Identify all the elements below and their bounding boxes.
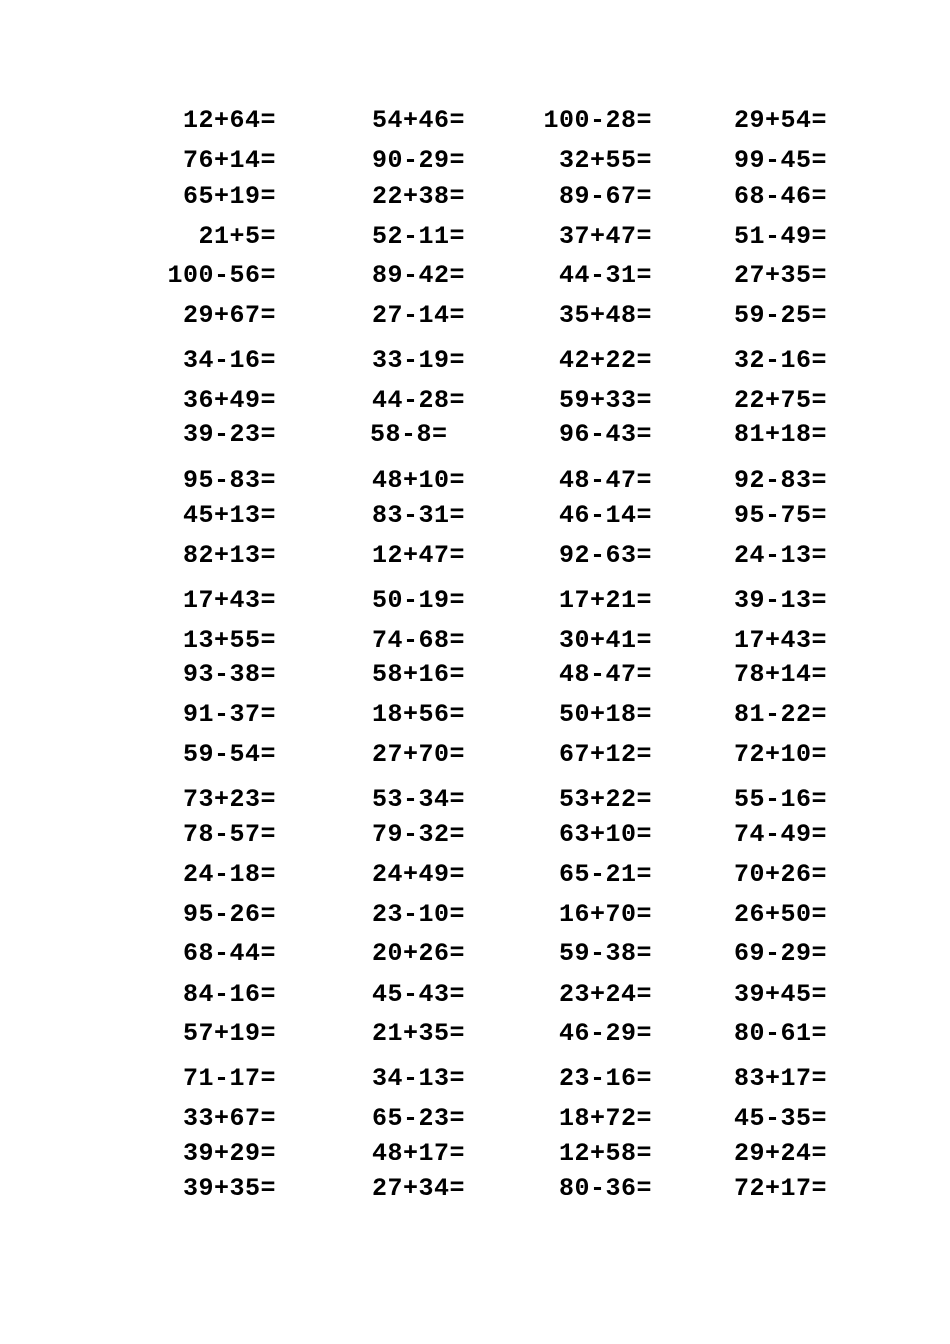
arithmetic-problem: 37+47= [558,222,652,251]
arithmetic-problem: 36+49= [182,386,276,415]
arithmetic-problem: 71-17= [182,1064,276,1093]
arithmetic-problem: 29+24= [733,1139,827,1168]
arithmetic-problem: 83+17= [733,1064,827,1093]
arithmetic-problem: 80-61= [733,1019,827,1048]
arithmetic-problem: 54+46= [371,106,465,135]
arithmetic-problem: 29+54= [733,106,827,135]
arithmetic-problem: 22+75= [733,386,827,415]
arithmetic-problem: 50-19= [371,586,465,615]
arithmetic-problem: 95-75= [733,501,827,530]
arithmetic-problem: 23-10= [371,900,465,929]
arithmetic-problem: 32-16= [733,346,827,375]
arithmetic-problem: 81-22= [733,700,827,729]
arithmetic-problem: 23-16= [558,1064,652,1093]
arithmetic-problem: 63+10= [558,820,652,849]
arithmetic-problem: 17+21= [558,586,652,615]
arithmetic-problem: 89-42= [371,261,465,290]
arithmetic-problem: 46-29= [558,1019,652,1048]
arithmetic-problem: 68-46= [733,182,827,211]
arithmetic-problem: 82+13= [182,541,276,570]
arithmetic-problem: 72+10= [733,740,827,769]
arithmetic-problem: 39+29= [182,1139,276,1168]
arithmetic-problem: 57+19= [182,1019,276,1048]
arithmetic-problem: 17+43= [733,626,827,655]
arithmetic-problem: 53-34= [371,785,465,814]
arithmetic-problem: 73+23= [182,785,276,814]
arithmetic-problem: 81+18= [733,420,827,449]
arithmetic-problem: 51-49= [733,222,827,251]
arithmetic-problem: 24-18= [182,860,276,889]
arithmetic-problem: 58-8= [370,420,448,449]
arithmetic-problem: 18+56= [371,700,465,729]
arithmetic-problem: 33+67= [182,1104,276,1133]
arithmetic-problem: 21+35= [371,1019,465,1048]
arithmetic-problem: 59-54= [182,740,276,769]
arithmetic-problem: 59+33= [558,386,652,415]
arithmetic-problem: 44-31= [558,261,652,290]
arithmetic-problem: 12+58= [558,1139,652,1168]
arithmetic-problem: 48+17= [371,1139,465,1168]
arithmetic-problem: 83-31= [371,501,465,530]
arithmetic-problem: 100-56= [167,261,276,290]
arithmetic-problem: 16+70= [558,900,652,929]
arithmetic-problem: 58+16= [371,660,465,689]
arithmetic-problem: 79-32= [371,820,465,849]
arithmetic-problem: 45-43= [371,980,465,1009]
arithmetic-problem: 53+22= [558,785,652,814]
arithmetic-problem: 59-25= [733,301,827,330]
arithmetic-problem: 69-29= [733,939,827,968]
arithmetic-problem: 80-36= [558,1174,652,1203]
arithmetic-problem: 96-43= [558,420,652,449]
arithmetic-problem: 20+26= [371,939,465,968]
arithmetic-problem: 12+64= [182,106,276,135]
arithmetic-problem: 34-13= [371,1064,465,1093]
arithmetic-problem: 18+72= [558,1104,652,1133]
arithmetic-problem: 24-13= [733,541,827,570]
arithmetic-problem: 30+41= [558,626,652,655]
arithmetic-problem: 65-21= [558,860,652,889]
arithmetic-problem: 22+38= [371,182,465,211]
arithmetic-problem: 27-14= [371,301,465,330]
arithmetic-problem: 74-49= [733,820,827,849]
arithmetic-problem: 90-29= [371,146,465,175]
arithmetic-problem: 45+13= [182,501,276,530]
arithmetic-problem: 84-16= [182,980,276,1009]
arithmetic-problem: 68-44= [182,939,276,968]
arithmetic-problem: 95-26= [182,900,276,929]
arithmetic-problem: 39+35= [182,1174,276,1203]
arithmetic-problem: 74-68= [371,626,465,655]
arithmetic-problem: 55-16= [733,785,827,814]
arithmetic-problem: 100-28= [543,106,652,135]
arithmetic-problem: 44-28= [371,386,465,415]
arithmetic-problem: 17+43= [182,586,276,615]
arithmetic-problem: 39-23= [182,420,276,449]
arithmetic-problem: 45-35= [733,1104,827,1133]
arithmetic-problem: 65+19= [182,182,276,211]
arithmetic-problem: 59-38= [558,939,652,968]
arithmetic-problem: 92-63= [558,541,652,570]
arithmetic-problem: 99-45= [733,146,827,175]
arithmetic-problem: 33-19= [371,346,465,375]
arithmetic-problem: 39-13= [733,586,827,615]
arithmetic-problem: 29+67= [182,301,276,330]
arithmetic-problem: 26+50= [733,900,827,929]
arithmetic-problem: 39+45= [733,980,827,1009]
arithmetic-problem: 95-83= [182,466,276,495]
arithmetic-problem: 13+55= [182,626,276,655]
arithmetic-problem: 92-83= [733,466,827,495]
arithmetic-problem: 89-67= [558,182,652,211]
arithmetic-problem: 23+24= [558,980,652,1009]
arithmetic-problem: 27+34= [371,1174,465,1203]
arithmetic-problem: 34-16= [182,346,276,375]
arithmetic-problem: 93-38= [182,660,276,689]
arithmetic-problem: 67+12= [558,740,652,769]
arithmetic-problem: 27+35= [733,261,827,290]
arithmetic-problem: 48-47= [558,660,652,689]
arithmetic-problem: 91-37= [182,700,276,729]
arithmetic-problem: 65-23= [371,1104,465,1133]
arithmetic-problem: 70+26= [733,860,827,889]
arithmetic-problem: 21+5= [198,222,276,251]
arithmetic-problem: 78-57= [182,820,276,849]
arithmetic-problem: 50+18= [558,700,652,729]
arithmetic-problem: 24+49= [371,860,465,889]
arithmetic-problem: 12+47= [371,541,465,570]
arithmetic-problem: 48+10= [371,466,465,495]
arithmetic-problem: 42+22= [558,346,652,375]
arithmetic-problem: 35+48= [558,301,652,330]
arithmetic-problem: 52-11= [371,222,465,251]
arithmetic-problem: 32+55= [558,146,652,175]
arithmetic-problem: 76+14= [182,146,276,175]
arithmetic-problem: 27+70= [371,740,465,769]
arithmetic-problem: 46-14= [558,501,652,530]
arithmetic-problem: 78+14= [733,660,827,689]
arithmetic-problem: 72+17= [733,1174,827,1203]
arithmetic-problem: 48-47= [558,466,652,495]
